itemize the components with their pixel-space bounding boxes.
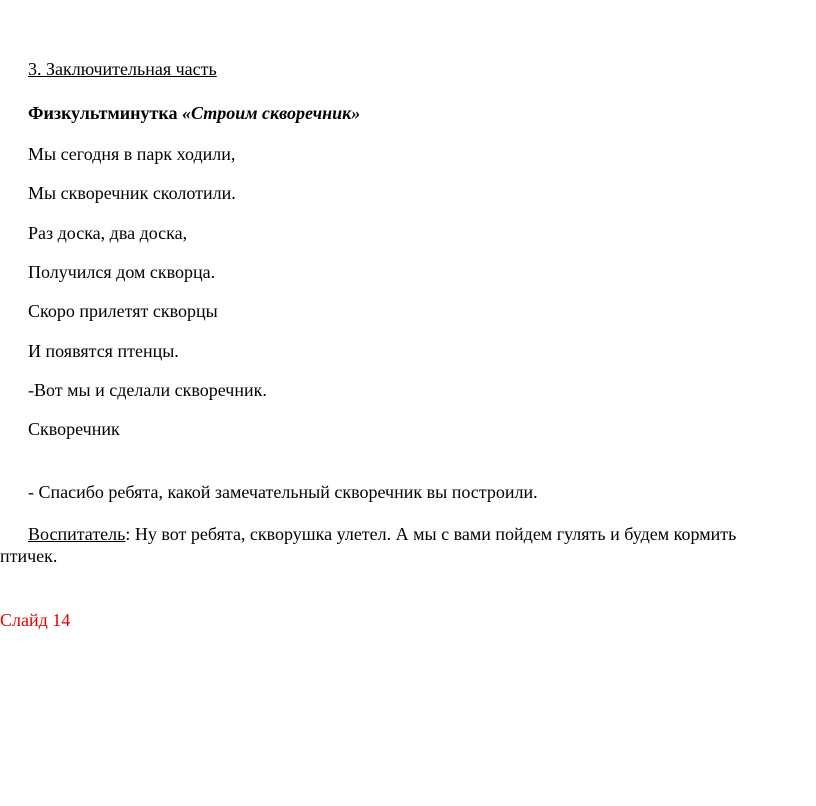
teacher-speech-continuation: птичек. [0,546,58,566]
poem-line: Мы сегодня в парк ходили, [28,144,236,164]
poem-line: Скворечник [28,419,120,439]
teacher-speech-text: : Ну вот ребята, скворушка улетел. А мы с вами пойдем гулять и будем кормить [125,524,737,544]
section-heading: 3. Заключительная часть [28,59,217,79]
exercise-title [28,102,360,124]
slide-label: Слайд 14 [0,610,71,630]
poem-line: Раз доска, два доска, [28,223,188,243]
exercise-title-label: Физкультминутка [28,103,178,123]
teacher-role: Воспитатель [28,524,126,544]
poem-line: Мы скворечник сколотили. [28,183,236,203]
poem-line: Получился дом скворца. [28,262,216,282]
teacher-speech [28,523,736,545]
exercise-title-name: «Строим скворечник» [181,103,361,123]
thanks-line: - Спасибо ребята, какой замечательный скворечник вы построили. [28,482,538,502]
poem-line: Скоро прилетят скворцы [28,301,218,321]
poem-line: -Вот мы и сделали скворечник. [28,380,267,400]
poem-line: И появятся птенцы. [28,341,179,361]
